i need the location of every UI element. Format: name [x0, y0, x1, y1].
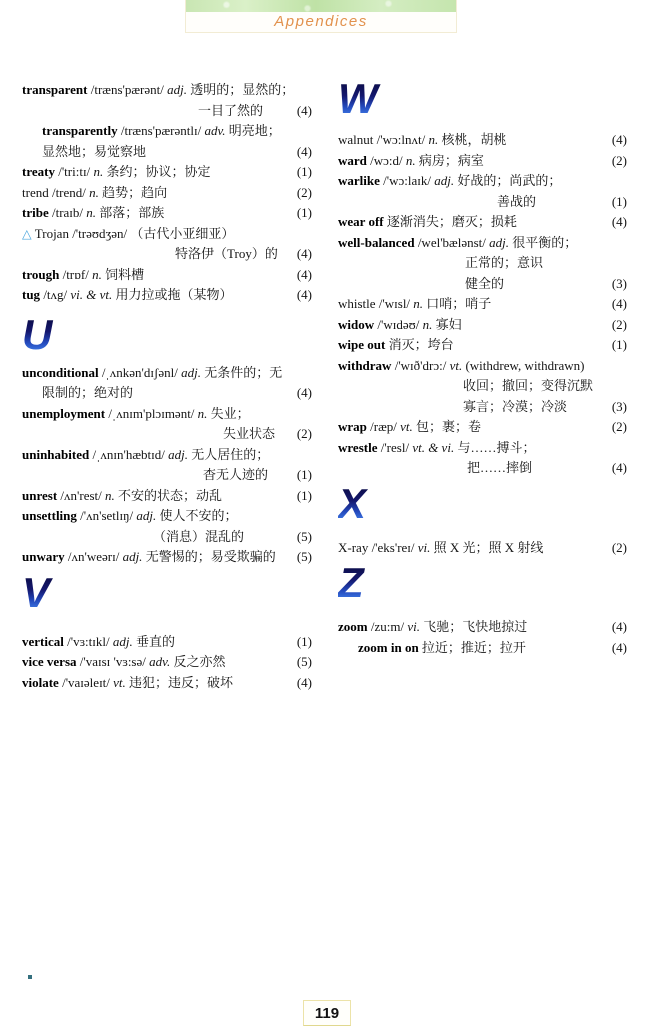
right-column	[338, 75, 627, 658]
entry-text: 正常的；意识	[465, 255, 544, 270]
entry-line	[22, 673, 312, 694]
unit-number: (4)	[296, 385, 312, 400]
entry-text: /ˌʌnɪm'plɔɪmənt/	[105, 405, 198, 421]
entry-line	[338, 192, 627, 213]
entry-text: 限制的；绝对的	[42, 385, 134, 400]
entry-line	[338, 130, 627, 151]
dictionary-entry	[338, 315, 627, 336]
entry-text: whistle /'wɪsl/	[338, 296, 414, 311]
entry-text: 违犯；违反；破坏	[125, 674, 234, 690]
entry-line	[22, 363, 312, 384]
unit-number: (1)	[296, 467, 312, 482]
entry-text: 饲料槽	[101, 266, 145, 282]
entry-line	[22, 244, 312, 265]
unit-number: (1)	[296, 487, 312, 503]
section-letter-z: Z	[338, 566, 370, 600]
pos-label: n.	[89, 184, 99, 200]
entry-text: 照 X 光；照 X 射线	[430, 539, 544, 555]
entry-text: 善战的	[497, 193, 537, 209]
pos-label: n.	[197, 405, 208, 421]
entry-text: X-ray /'eks'reɪ/	[338, 539, 418, 555]
entry-line	[22, 506, 312, 527]
entry-line	[338, 315, 627, 336]
entry-line	[338, 294, 627, 315]
unit-number: (4)	[296, 287, 312, 302]
pos-label: vt.	[400, 419, 413, 434]
unit-number: (2)	[611, 316, 627, 332]
entry-text: 拉近；推近；拉开	[418, 639, 526, 655]
left-column	[22, 80, 312, 693]
section-letter-u: U	[22, 318, 58, 352]
entry-text: 核桃，胡桃	[438, 132, 507, 147]
dictionary-entry	[338, 538, 627, 559]
unit-number: (5)	[296, 549, 312, 564]
pos-label: vt.	[449, 357, 463, 373]
entry-text: /'tri:tɪ/	[54, 164, 94, 179]
pos-label: n.	[428, 132, 439, 147]
headword: tug	[22, 287, 41, 302]
unit-number: (3)	[611, 398, 627, 414]
entry-text: 一目了然的	[198, 102, 264, 118]
entry-line	[22, 285, 312, 306]
unit-number: (2)	[611, 419, 627, 434]
dictionary-entry	[338, 638, 627, 659]
headword: withdraw	[338, 357, 392, 373]
pos-label: adj.	[136, 508, 157, 523]
entry-text: 失业状态	[223, 426, 276, 441]
entry-text: 显然地；易觉察地	[42, 143, 147, 159]
dictionary-entry	[22, 203, 312, 224]
pos-label: adv.	[149, 654, 171, 669]
dictionary-entry	[338, 356, 627, 418]
pos-label: vi. & vt.	[70, 287, 113, 302]
dictionary-entry	[22, 652, 312, 673]
unit-number: (4)	[296, 102, 312, 118]
entry-line	[22, 527, 312, 548]
headword: zoom	[338, 619, 368, 634]
headword: widow	[338, 316, 375, 332]
entry-line	[22, 445, 312, 466]
entry-line	[338, 274, 627, 295]
entry-line	[338, 233, 627, 254]
entry-text: /'vaɪəleɪt/	[58, 674, 114, 690]
dictionary-entry	[338, 438, 627, 479]
unit-number: (4)	[611, 619, 627, 634]
entry-text: (withdrew, withdrawn)	[462, 357, 585, 373]
entry-text: 飞驰；飞快地掠过	[419, 619, 528, 634]
pos-label: adj.	[489, 234, 509, 250]
entry-text: 口哨；哨子	[423, 296, 492, 311]
entry-text: 逐渐消失；磨灭；损耗	[383, 214, 517, 229]
dictionary-entry	[338, 417, 627, 438]
entry-text: /'wɔ:laɪk/	[379, 173, 435, 188]
unit-number: (4)	[611, 639, 627, 655]
entry-text: 透明的；显然的；	[186, 82, 295, 97]
headword: well-balanced	[338, 234, 415, 250]
entry-line	[22, 183, 312, 204]
entry-text: /træns'pærənt/	[87, 82, 168, 97]
headword: ward	[338, 152, 367, 168]
headword: wear off	[338, 214, 384, 229]
entry-line	[338, 617, 627, 638]
headword: transparent	[22, 82, 88, 97]
header-title: Appendices	[274, 13, 368, 30]
headword: unrest	[22, 487, 58, 503]
page-number	[303, 1000, 351, 1026]
unit-number: (1)	[611, 193, 627, 209]
unit-number: (4)	[296, 266, 312, 282]
unit-number: (4)	[611, 460, 627, 475]
headword: zoom in on	[358, 639, 419, 655]
entry-text: 垂直的	[132, 633, 175, 649]
entry-text: /træns'pærəntlɪ/	[117, 123, 205, 138]
dictionary-entry	[22, 285, 312, 306]
entry-line	[338, 335, 627, 356]
unit-number: (3)	[611, 275, 627, 291]
headword: unemployment	[22, 405, 106, 421]
dictionary-entry	[22, 162, 312, 183]
unit-number: (1)	[296, 164, 312, 179]
entry-line	[22, 265, 312, 286]
headword: vice versa	[22, 654, 77, 669]
pos-label: n.	[405, 152, 416, 168]
unit-number: (4)	[296, 246, 312, 261]
entry-text: 无条件的；无	[200, 364, 283, 380]
entry-line	[22, 424, 312, 445]
dictionary-entry	[338, 171, 627, 212]
headword: unconditional	[22, 364, 99, 380]
entry-text: 特洛伊（Troy）的	[175, 246, 278, 261]
entry-text: /traɪb/	[48, 205, 87, 220]
section-letter-v: V	[22, 576, 56, 610]
entry-line	[22, 547, 312, 568]
entry-text: 把……摔倒	[467, 460, 533, 475]
entry-line	[22, 632, 312, 653]
entry-text: （消息）混乱的	[153, 528, 245, 544]
dictionary-entry	[22, 363, 312, 404]
entry-line	[338, 458, 627, 479]
unit-number: (5)	[296, 654, 312, 669]
dictionary-entry	[22, 673, 312, 694]
unit-number: (1)	[296, 205, 312, 220]
dictionary-entry	[22, 404, 312, 445]
entry-line	[338, 538, 627, 559]
unit-number: (4)	[611, 296, 627, 311]
entry-text: 不安的状态；动乱	[114, 487, 223, 503]
dictionary-entry	[22, 486, 312, 507]
unit-number: (4)	[611, 132, 627, 147]
pos-label: n.	[93, 164, 104, 179]
unit-number: (1)	[611, 337, 627, 352]
dictionary-entry	[22, 80, 312, 121]
print-speck	[28, 975, 32, 979]
entry-text: Trojan /'trəʊdʒən/	[34, 225, 131, 241]
headword: wrap	[338, 419, 367, 434]
dictionary-entry	[22, 121, 312, 162]
entry-text: 用力拉或拖（某物）	[112, 287, 233, 302]
pos-label: adv.	[204, 123, 226, 138]
header-green-band	[186, 0, 456, 12]
entry-line	[338, 212, 627, 233]
page-number-text: 119	[314, 1004, 340, 1022]
pos-label: adj.	[434, 173, 455, 188]
entry-text: 消灭；垮台	[385, 337, 454, 352]
unit-number: (2)	[611, 152, 627, 168]
entry-line	[338, 397, 627, 418]
dictionary-entry	[22, 632, 312, 653]
entry-line	[338, 417, 627, 438]
pos-label: vi.	[407, 619, 420, 634]
entry-text: /zu:m/	[367, 619, 408, 634]
entry-line	[22, 465, 312, 486]
headword: warlike	[338, 173, 380, 188]
entry-text: 杳无人迹的	[203, 467, 269, 482]
pos-label: n.	[422, 316, 433, 332]
entry-text: 病房；病室	[415, 152, 484, 168]
dictionary-entry	[338, 617, 627, 638]
entry-text: 部落；部族	[96, 205, 165, 220]
entry-text: /wɔ:d/	[366, 152, 406, 168]
pos-label: n.	[105, 487, 115, 503]
entry-text: /ˌʌnkən'dɪʃənl/	[98, 364, 182, 380]
pos-label: adj.	[122, 549, 143, 564]
entry-text: 条约；协议；协定	[103, 164, 211, 179]
entry-text: /'vɜ:tɪkl/	[63, 633, 113, 649]
entry-line	[338, 376, 627, 397]
headword: uninhabited	[22, 446, 90, 462]
pos-label: adj.	[181, 364, 201, 380]
entry-line	[22, 101, 312, 122]
entry-line	[22, 142, 312, 163]
entry-text: 趋势；趋向	[98, 184, 168, 200]
section-letter-x: X	[338, 487, 372, 521]
dictionary-entry	[338, 151, 627, 172]
headword: unwary	[22, 549, 65, 564]
headword: transparently	[42, 123, 118, 138]
pos-label: adj.	[167, 82, 187, 97]
dictionary-entry	[338, 233, 627, 295]
entry-text: trend /trend/	[22, 184, 90, 200]
entry-text: /ʌn'weərɪ/	[64, 549, 123, 564]
dictionary-entry	[338, 294, 627, 315]
entry-text: /'wɪdəʊ/	[374, 316, 423, 332]
entry-text: 无人居住的；	[187, 446, 270, 462]
entry-text: 使人不安的；	[156, 508, 238, 523]
entry-text: /'resl/	[377, 439, 413, 455]
entry-text: 与……搏斗；	[454, 439, 536, 455]
unit-number: (2)	[611, 539, 627, 555]
unit-number: (2)	[296, 184, 312, 200]
unit-number: (4)	[296, 143, 312, 159]
entry-line	[338, 438, 627, 459]
entry-text: 健全的	[465, 275, 505, 291]
entry-text: /ˌʌnɪn'hæbtɪd/	[89, 446, 169, 462]
entry-line	[338, 151, 627, 172]
unit-number: (5)	[296, 528, 312, 544]
entry-text: 寡言；冷漠；冷淡	[463, 398, 568, 414]
entry-line	[22, 224, 312, 245]
dictionary-entry	[338, 335, 627, 356]
entry-text: /trɒf/	[59, 266, 93, 282]
unit-number: (1)	[296, 633, 312, 649]
pos-label: adj.	[112, 633, 133, 649]
headword: unsettling	[22, 508, 77, 523]
entry-text: 反之亦然	[170, 654, 226, 669]
unit-number: (2)	[296, 426, 312, 441]
entry-line	[338, 253, 627, 274]
entry-text: 好战的；尚武的；	[454, 173, 562, 188]
entry-line	[22, 121, 312, 142]
entry-text: 寡妇	[432, 316, 462, 332]
entry-text: /ʌn'rest/	[57, 487, 105, 503]
entry-line	[22, 203, 312, 224]
entry-text: /wel'bælənst/	[414, 234, 490, 250]
dictionary-entry	[22, 547, 312, 568]
entry-line	[22, 162, 312, 183]
unit-number: (4)	[611, 214, 627, 229]
pos-label: n.	[92, 266, 102, 282]
entry-text: 包；裹；卷	[412, 419, 482, 434]
unit-number: (4)	[296, 674, 312, 690]
entry-text: 失业；	[207, 405, 250, 421]
entry-line	[22, 80, 312, 101]
entry-line	[22, 404, 312, 425]
headword: wrestle	[338, 439, 378, 455]
headword: wipe out	[338, 337, 386, 352]
dictionary-entry	[22, 506, 312, 547]
entry-text: 收回；撤回；变得沉默	[463, 378, 594, 393]
headword: trough	[22, 266, 60, 282]
headword: tribe	[22, 205, 49, 220]
page-header	[185, 0, 457, 33]
pos-label: vt.	[113, 674, 126, 690]
entry-line	[338, 638, 627, 659]
entry-text: walnut /'wɔ:lnʌt/	[338, 132, 429, 147]
entry-text: （古代小亚细亚）	[130, 225, 235, 241]
entry-text: /tʌg/	[40, 287, 71, 302]
entry-line	[22, 383, 312, 404]
dictionary-entry	[22, 265, 312, 286]
section-letter-w: W	[338, 82, 384, 116]
dictionary-entry	[338, 212, 627, 233]
pos-label: n.	[413, 296, 424, 311]
dictionary-entry	[22, 445, 312, 486]
headword: treaty	[22, 164, 55, 179]
entry-text: /'wɪð'drɔ:/	[391, 357, 450, 373]
entry-line	[338, 356, 627, 377]
pos-label: vi.	[417, 539, 431, 555]
headword: vertical	[22, 633, 64, 649]
pos-label: n.	[86, 205, 97, 220]
entry-text: 很平衡的；	[509, 234, 578, 250]
dictionary-entry	[22, 183, 312, 204]
headword: violate	[22, 674, 59, 690]
entry-text: /'vaɪsɪ 'vɜ:sə/	[76, 654, 150, 669]
entry-line	[22, 652, 312, 673]
entry-text: /'ʌn'setlɪŋ/	[76, 508, 137, 523]
entry-line	[22, 486, 312, 507]
entry-text: 明亮地；	[225, 123, 281, 138]
pos-label: adj.	[168, 446, 188, 462]
pos-label: vt. & vi.	[412, 439, 455, 455]
dictionary-entry	[338, 130, 627, 151]
triangle-icon: △	[22, 226, 35, 241]
entry-text: /ræp/	[366, 419, 401, 434]
entry-text: 无警惕的；易受欺骗的	[142, 549, 276, 564]
dictionary-entry	[22, 224, 312, 265]
entry-line	[338, 171, 627, 192]
